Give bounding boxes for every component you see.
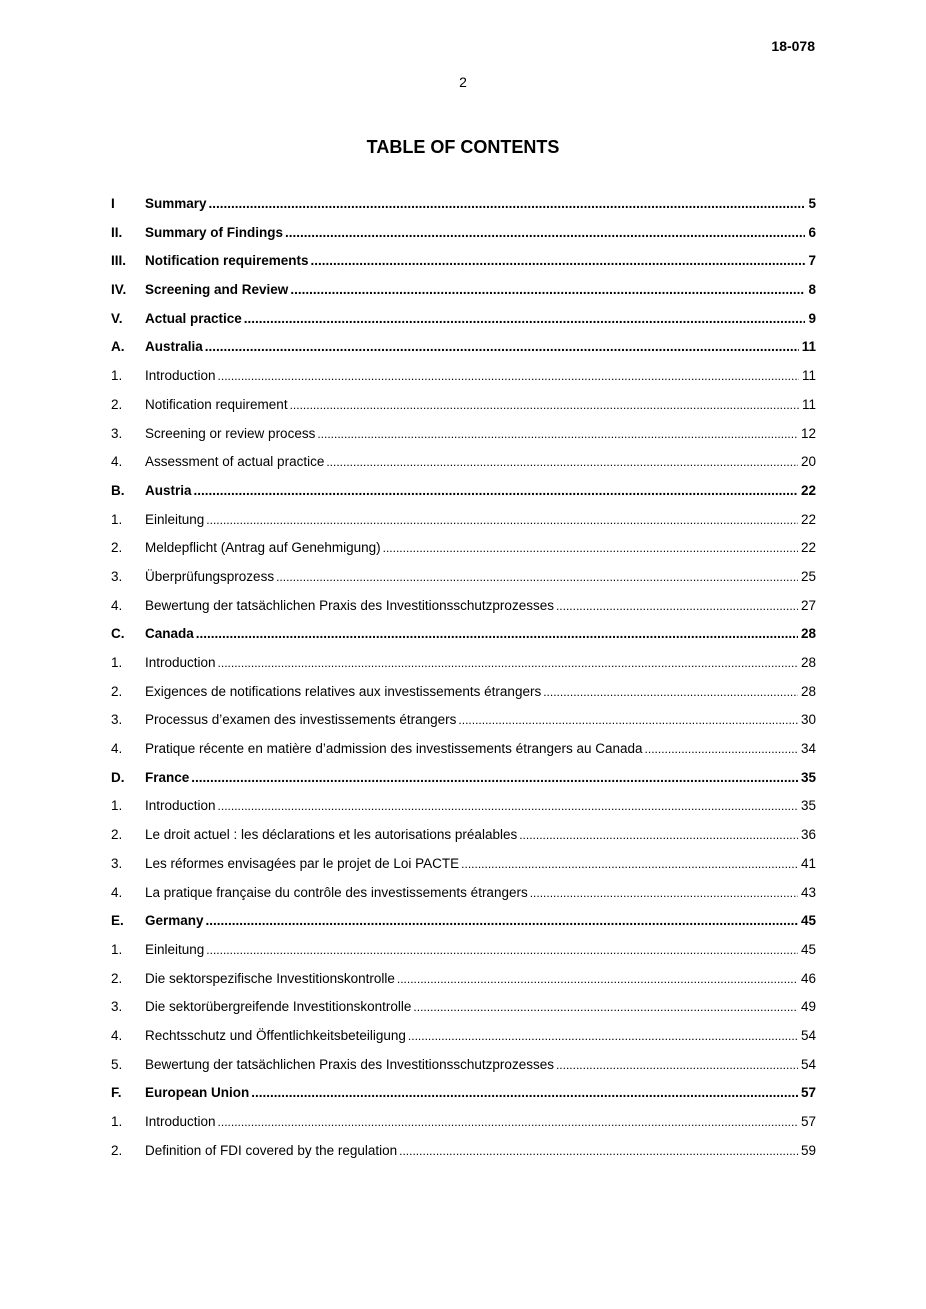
toc-dot-leader: [519, 821, 798, 850]
toc-subsection-entry[interactable]: [111, 420, 816, 449]
toc-section-entry[interactable]: [111, 333, 816, 362]
toc-entry-title[interactable]: Die sektorübergreifende Investitionskontrolle: [145, 999, 412, 1015]
toc-dot-leader: [196, 620, 798, 649]
toc-dot-leader: [194, 477, 798, 506]
toc-subsection-entry[interactable]: [111, 592, 816, 621]
toc-dot-leader: [285, 219, 805, 248]
toc-subsection-entry[interactable]: [111, 792, 816, 821]
toc-entry-number: 4.: [111, 741, 123, 757]
toc-entry-page[interactable]: 11: [801, 396, 816, 412]
toc-entry-title[interactable]: Notification requirements: [145, 253, 309, 269]
toc-entry-title[interactable]: Screening or review process: [145, 425, 316, 441]
toc-entry-title[interactable]: Screening and Review: [145, 282, 289, 298]
toc-entry-page[interactable]: 8: [808, 282, 816, 298]
toc-entry-title[interactable]: Bewertung der tatsächlichen Praxis des Investitionsschutzprozesses: [145, 1056, 554, 1072]
toc-dot-leader: [206, 907, 798, 936]
toc-entry-number: 4.: [111, 597, 123, 613]
toc-section-entry[interactable]: [111, 1079, 816, 1108]
toc-entry-title[interactable]: Die sektorspezifische Investitionskontrolle: [145, 970, 395, 986]
toc-entry-page[interactable]: 28: [800, 626, 816, 642]
toc-entry-number: 2.: [111, 970, 123, 986]
toc-subsection-entry[interactable]: [111, 563, 816, 592]
toc-entry-number: E.: [111, 913, 124, 929]
toc-dot-leader: [244, 305, 806, 334]
toc-entry-number: A.: [111, 339, 125, 355]
toc-entry-number: 5.: [111, 1056, 123, 1072]
toc-section-entry[interactable]: [111, 305, 816, 334]
toc-entry-page[interactable]: 6: [808, 224, 816, 240]
toc-entry-page[interactable]: 35: [800, 798, 816, 814]
toc-dot-leader: [543, 678, 798, 707]
toc-entry-page[interactable]: 43: [800, 884, 816, 900]
toc-entry-title[interactable]: Australia: [145, 339, 203, 355]
toc-entry-number: 2.: [111, 827, 123, 843]
toc-dot-leader: [205, 333, 799, 362]
toc-entry-title[interactable]: Canada: [145, 626, 194, 642]
toc-dot-leader: [209, 190, 806, 219]
toc-entry-page[interactable]: 36: [800, 827, 816, 843]
toc-entry-number: II.: [111, 224, 123, 240]
toc-entry-number: 3.: [111, 999, 123, 1015]
toc-section-entry[interactable]: [111, 907, 816, 936]
toc-section-entry[interactable]: [111, 477, 816, 506]
page-number: 2: [459, 74, 467, 90]
toc-dot-leader: [206, 506, 798, 535]
toc-entry-title[interactable]: Summary: [145, 196, 207, 211]
toc-dot-leader: [290, 276, 805, 305]
toc-entry-number: 4.: [111, 1027, 123, 1043]
toc-entry-number: 1.: [111, 1114, 123, 1129]
toc-entry-title[interactable]: Exigences de notifications relatives aux investissements étrangers: [145, 683, 542, 699]
toc-entry-page[interactable]: 11: [801, 368, 816, 384]
toc-entry-number: 1.: [111, 941, 123, 957]
toc-section-entry[interactable]: [111, 276, 816, 305]
toc-dot-leader: [397, 965, 798, 994]
toc-entry-title[interactable]: Processus d’examen des investissements étrangers: [145, 712, 457, 728]
toc-entry-title[interactable]: Einleitung: [145, 941, 205, 957]
toc-subsection-entry[interactable]: [111, 391, 816, 420]
toc-entry-page[interactable]: 30: [800, 712, 816, 728]
toc-title: TABLE OF CONTENTS: [366, 137, 560, 157]
toc-section-entry[interactable]: [111, 620, 816, 649]
toc-subsection-entry[interactable]: [111, 1137, 816, 1166]
toc-section-entry[interactable]: [111, 764, 816, 793]
toc-entry-page[interactable]: 5: [808, 196, 816, 211]
toc-dot-leader: [290, 391, 799, 420]
toc-entry-number: 3.: [111, 425, 123, 441]
toc-entry-page[interactable]: 28: [800, 655, 816, 670]
toc-dot-leader: [461, 850, 798, 879]
toc-entry-page[interactable]: 41: [800, 855, 816, 871]
toc-subsection-entry[interactable]: [111, 1108, 816, 1137]
toc-entry-page[interactable]: 28: [800, 683, 816, 699]
toc-entry-number: IV.: [111, 282, 127, 298]
toc-entry-page[interactable]: 49: [800, 999, 816, 1015]
toc-entry-title[interactable]: France: [145, 769, 190, 785]
toc-entry-page[interactable]: 46: [800, 970, 816, 986]
toc-dot-leader: [317, 420, 798, 449]
toc-entry-number: V.: [111, 310, 123, 326]
toc-dot-leader: [530, 879, 798, 908]
toc-entry-title[interactable]: Meldepflicht (Antrag auf Genehmigung): [145, 540, 381, 556]
toc-entry-title[interactable]: La pratique française du contrôle des investissements étrangers: [145, 884, 528, 900]
toc-entry-page[interactable]: 12: [800, 425, 816, 441]
toc-entry-page[interactable]: 35: [800, 769, 816, 785]
toc-entry-number: 1.: [111, 368, 123, 384]
toc-subsection-entry[interactable]: [111, 678, 816, 707]
toc-entry-page[interactable]: 22: [800, 482, 816, 498]
toc-entry-page[interactable]: 11: [801, 339, 816, 355]
toc-entry-page[interactable]: 45: [800, 941, 816, 957]
toc-entry-title[interactable]: Rechtsschutz und Öffentlichkeitsbeteiligung: [145, 1027, 406, 1043]
toc-subsection-entry[interactable]: [111, 965, 816, 994]
document-id: 18-078: [771, 38, 815, 54]
toc-entry-number: 2.: [111, 540, 123, 556]
toc-entry-title[interactable]: Assessment of actual practice: [145, 454, 325, 470]
toc-subsection-entry[interactable]: [111, 735, 816, 764]
toc-entry-title[interactable]: European Union: [145, 1085, 250, 1101]
toc-entry-title[interactable]: Überprüfungsprozess: [145, 568, 275, 584]
toc-dot-leader: [458, 706, 798, 735]
toc-entry-number: 4.: [111, 884, 123, 900]
toc-entry-title[interactable]: Introduction: [145, 798, 216, 814]
toc-entry-title[interactable]: Pratique récente en matière d’admission des investissements étrangers au Canada: [145, 741, 643, 757]
toc-entry-number: 1.: [111, 511, 123, 527]
toc-entry-number: 4.: [111, 454, 123, 470]
toc-entry-title[interactable]: Actual practice: [145, 310, 242, 326]
toc-entry-number: 2.: [111, 1142, 123, 1158]
toc-section-entry[interactable]: [111, 219, 816, 248]
toc-entry-page[interactable]: 7: [808, 253, 816, 269]
toc-subsection-entry[interactable]: [111, 1051, 816, 1080]
toc-dot-leader: [311, 247, 806, 276]
toc-entry-number: 1.: [111, 655, 123, 670]
toc-dot-leader: [218, 362, 799, 391]
toc-entry-page[interactable]: 20: [800, 454, 816, 470]
toc-dot-leader: [556, 1051, 798, 1080]
toc-entry-title[interactable]: Introduction: [145, 368, 216, 384]
toc-dot-leader: [191, 764, 798, 793]
toc-entry-title[interactable]: Introduction: [145, 655, 216, 670]
toc-entry-title[interactable]: Introduction: [145, 1114, 216, 1129]
toc-entry-number: 3.: [111, 855, 123, 871]
toc-subsection-entry[interactable]: [111, 1022, 816, 1051]
toc-entry-title[interactable]: Einleitung: [145, 511, 205, 527]
toc-dot-leader: [206, 936, 798, 965]
toc-dot-leader: [251, 1079, 798, 1108]
toc-entry-title[interactable]: Le droit actuel : les déclarations et les autorisations préalables: [145, 827, 518, 843]
table-of-contents: [111, 190, 816, 1165]
toc-entry-page[interactable]: 27: [800, 597, 816, 613]
toc-entry-page[interactable]: 45: [800, 913, 816, 929]
toc-subsection-entry[interactable]: [111, 993, 816, 1022]
toc-entry-title[interactable]: Summary of Findings: [145, 224, 284, 240]
toc-dot-leader: [645, 735, 798, 764]
toc-entry-number: 2.: [111, 396, 123, 412]
toc-subsection-entry[interactable]: [111, 448, 816, 477]
toc-entry-number: I: [111, 196, 115, 211]
toc-dot-leader: [413, 993, 798, 1022]
toc-entry-number: 3.: [111, 712, 123, 728]
toc-subsection-entry[interactable]: [111, 649, 816, 678]
toc-dot-leader: [218, 792, 798, 821]
toc-entry-number: III.: [111, 253, 127, 269]
toc-entry-title[interactable]: Austria: [145, 482, 192, 498]
toc-subsection-entry[interactable]: [111, 534, 816, 563]
toc-entry-page[interactable]: 25: [800, 568, 816, 584]
toc-entry-page[interactable]: 57: [800, 1114, 816, 1129]
toc-subsection-entry[interactable]: [111, 506, 816, 535]
toc-entry-title[interactable]: Germany: [145, 913, 204, 929]
toc-entry-number: F.: [111, 1085, 122, 1101]
toc-entry-title[interactable]: Definition of FDI covered by the regulation: [145, 1142, 398, 1158]
toc-section-entry[interactable]: [111, 247, 816, 276]
toc-entry-number: 1.: [111, 798, 123, 814]
toc-subsection-entry[interactable]: [111, 936, 816, 965]
toc-dot-leader: [399, 1137, 798, 1166]
toc-dot-leader: [276, 563, 798, 592]
toc-subsection-entry[interactable]: [111, 821, 816, 850]
toc-entry-page[interactable]: 34: [800, 741, 816, 757]
toc-entry-number: 2.: [111, 683, 123, 699]
toc-entry-title[interactable]: Les réformes envisagées par le projet de Loi PACTE: [145, 855, 460, 871]
toc-subsection-entry[interactable]: [111, 362, 816, 391]
toc-entry-page[interactable]: 57: [800, 1085, 816, 1101]
toc-entry-page[interactable]: 59: [800, 1142, 816, 1158]
toc-entry-number: C.: [111, 626, 125, 642]
toc-entry-number: D.: [111, 769, 125, 785]
toc-dot-leader: [218, 1108, 798, 1137]
toc-entry-number: 3.: [111, 568, 123, 584]
toc-section-entry[interactable]: [111, 190, 816, 219]
toc-entry-number: B.: [111, 482, 125, 498]
toc-dot-leader: [218, 649, 798, 678]
toc-subsection-entry[interactable]: [111, 850, 816, 879]
toc-entry-page[interactable]: 54: [800, 1027, 816, 1043]
toc-entry-page[interactable]: 54: [800, 1056, 816, 1072]
toc-entry-page[interactable]: 22: [800, 540, 816, 556]
toc-subsection-entry[interactable]: [111, 706, 816, 735]
toc-dot-leader: [408, 1022, 798, 1051]
toc-subsection-entry[interactable]: [111, 879, 816, 908]
toc-dot-leader: [383, 534, 798, 563]
toc-dot-leader: [326, 448, 798, 477]
toc-entry-page[interactable]: 22: [800, 511, 816, 527]
toc-entry-page[interactable]: 9: [808, 310, 816, 326]
toc-entry-title[interactable]: Notification requirement: [145, 396, 288, 412]
toc-dot-leader: [556, 592, 798, 621]
toc-entry-title[interactable]: Bewertung der tatsächlichen Praxis des Investitionsschutzprozesses: [145, 597, 554, 613]
